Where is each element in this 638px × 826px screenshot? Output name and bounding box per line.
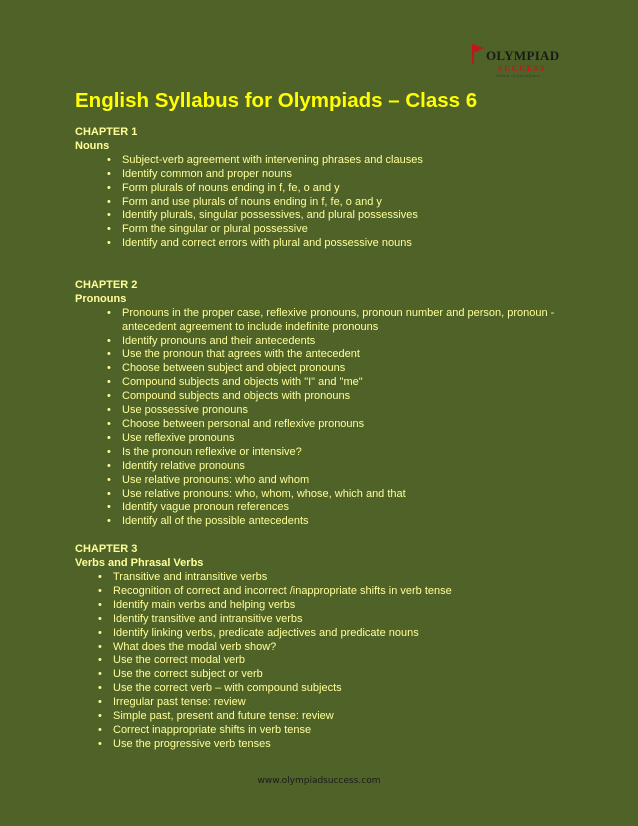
list-item: • Use the pronoun that agrees with the antecedent [122,348,595,362]
syllabus-content [75,126,595,752]
chapter-1-list [75,154,595,251]
list-item: • Compound subjects and objects with pronouns [122,390,595,404]
chapter-2-heading: CHAPTER 2 [75,278,138,291]
chapter-2-list [75,307,595,530]
list-item: • Pronouns in the proper case, reflexive pronouns, pronoun number and person, pronoun -antecedent agreement to include indefinite pronouns [122,307,595,335]
list-item: • Identify transitive and intransitive verbs [113,613,595,627]
list-item: • Irregular past tense: review [113,696,595,710]
list-item: • Identify main verbs and helping verbs [113,599,595,613]
list-item: • Identify and correct errors with plural and possessive nouns [122,237,595,251]
chapter-2-subheading: Pronouns [75,292,127,305]
list-item: • Identify plurals, singular possessives, and plural possessives [122,209,595,223]
list-item: • Use reflexive pronouns [122,432,595,446]
list-item: • Use the progressive verb tenses [113,738,595,752]
list-item: • Use the correct subject or verb [113,668,595,682]
list-item: • Identify all of the possible antecedents [122,515,595,529]
footer-url[interactable]: www.olympiadsuccess.com [257,776,381,786]
list-item: • Use possessive pronouns [122,404,595,418]
list-item: • Choose between subject and object pronouns [122,362,595,376]
list-item: • Correct inappropriate shifts in verb tense [113,724,595,738]
logo-main-text: OLYMPIAD [486,48,560,63]
flag-icon [470,42,486,64]
list-item: • Recognition of correct and incorrect /inappropriate shifts in verb tense [113,585,595,599]
logo-tagline: Ahead of excellence [496,73,541,78]
list-item: • Transitive and intransitive verbs [113,571,595,585]
list-item: • Subject-verb agreement with intervening phrases and clauses [122,154,595,168]
list-item: • Identify pronouns and their antecedents [122,335,595,349]
list-item: • What does the modal verb show? [113,641,595,655]
list-item: • Use the correct modal verb [113,654,595,668]
list-item: • Use relative pronouns: who and whom [122,474,595,488]
chapter-3-subheading: Verbs and Phrasal Verbs [75,557,204,570]
list-item: • Form and use plurals of nouns ending in f, fe, o and y [122,196,595,210]
list-item: • Form the singular or plural possessive [122,223,595,237]
list-item: • Simple past, present and future tense: review [113,710,595,724]
list-item: • Identify linking verbs, predicate adjectives and predicate nouns [113,627,595,641]
list-item: • Compound subjects and objects with "I" and "me" [122,376,595,390]
list-item: • Choose between personal and reflexive pronouns [122,418,595,432]
chapter-3-list [75,571,595,752]
olympiad-success-logo [470,40,560,84]
page-title: English Syllabus for Olympiads – Class 6 [75,89,478,112]
list-item: • Is the pronoun reflexive or intensive? [122,446,595,460]
list-item: • Identify relative pronouns [122,460,595,474]
chapter-1-subheading: Nouns [75,139,110,152]
list-item: • Use relative pronouns: who, whom, whose, which and that [122,488,595,502]
chapter-1-heading: CHAPTER 1 [75,126,138,138]
chapter-3-heading: CHAPTER 3 [75,543,138,556]
logo-sub-text: SUCCESS [498,63,547,73]
list-item: • Form plurals of nouns ending in f, fe, o and y [122,182,595,196]
list-item: • Identify vague pronoun references [122,501,595,515]
list-item: • Identify common and proper nouns [122,168,595,182]
list-item: • Use the correct verb – with compound subjects [113,682,595,696]
